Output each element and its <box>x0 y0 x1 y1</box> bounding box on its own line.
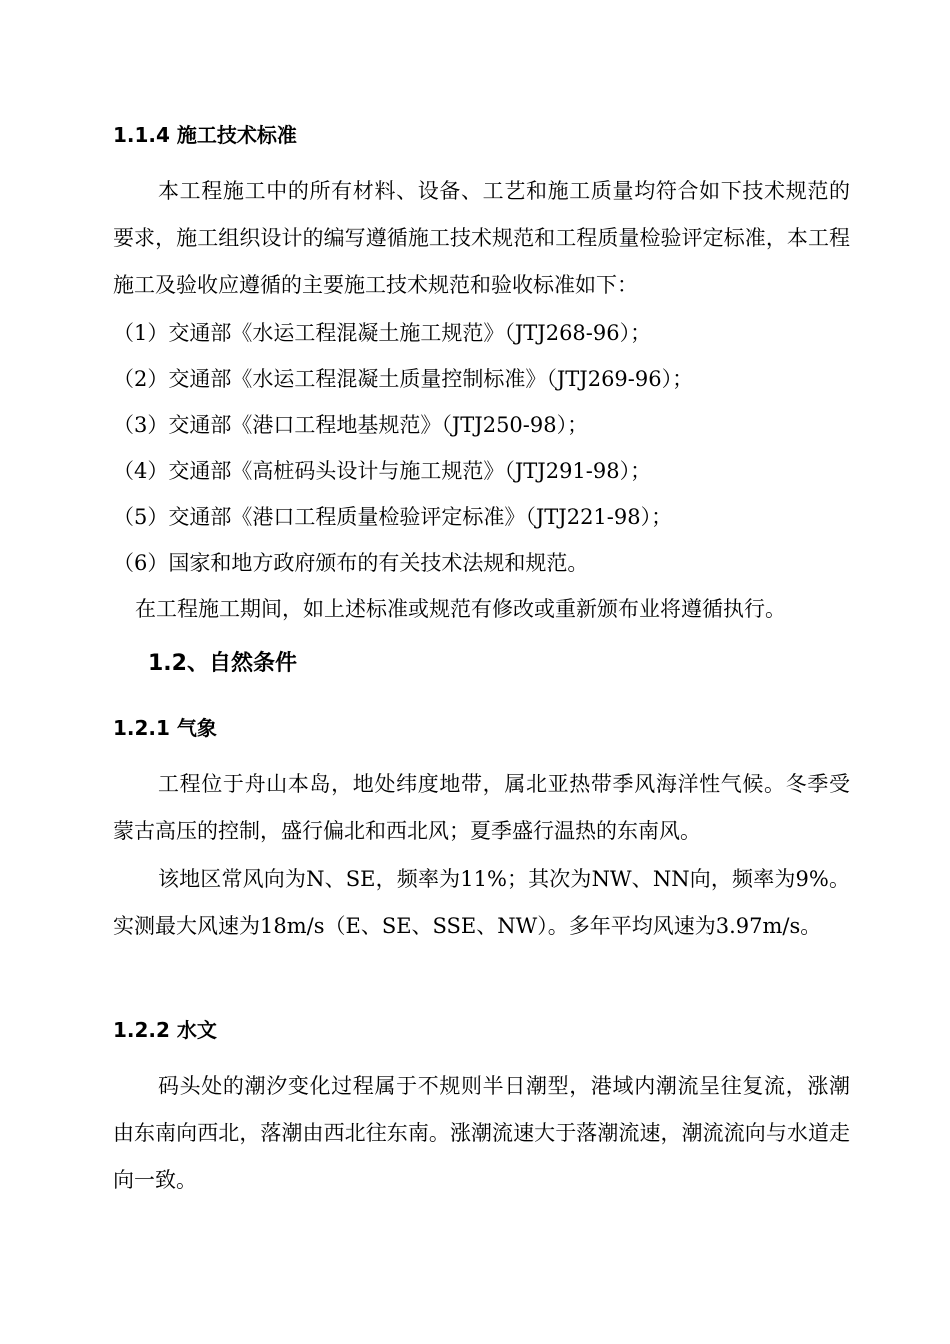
standards-intro-paragraph: 本工程施工中的所有材料、设备、工艺和施工质量均符合如下技术规范的要求，施工组织设计的编写遵循施工技术规范和工程质量检验评定标准，本工程施工及验收应遵循的主要施工技术规范和验收标准如下： <box>113 179 850 297</box>
standard-item-6: （6）国家和地方政府颁布的有关技术法规和规范。 <box>113 551 589 575</box>
section-heading-1-1-4: 1.1.4 施工技术标准 <box>113 123 297 147</box>
section-heading-1-2-1: 1.2.1 气象 <box>113 716 217 740</box>
section-heading-1-2: 1.2、自然条件 <box>148 651 297 676</box>
standard-item-3: （3）交通部《港口工程地基规范》（JTJ250-98）； <box>113 413 589 437</box>
standard-item-5: （5）交通部《港口工程质量检验评定标准》（JTJ221-98）； <box>113 505 673 529</box>
standard-item-4: （4）交通部《高桩码头设计与施工规范》（JTJ291-98）； <box>113 459 652 483</box>
hydrology-paragraph: 码头处的潮汐变化过程属于不规则半日潮型，港域内潮流呈往复流，涨潮由东南向西北，落潮由西北往东南。涨潮流速大于落潮流速，潮流流向与水道走向一致。 <box>113 1074 850 1192</box>
standards-note: 在工程施工期间，如上述标准或规范有修改或重新颁布业将遵循执行。 <box>135 597 786 621</box>
climate-paragraph-1: 工程位于舟山本岛，地处纬度地带，属北亚热带季风海洋性气候。冬季受蒙古高压的控制，盛行偏北和西北风；夏季盛行温热的东南风。 <box>113 772 850 843</box>
standard-item-2: （2）交通部《水运工程混凝土质量控制标准》（JTJ269-96）； <box>113 367 694 391</box>
section-heading-1-2-2: 1.2.2 水文 <box>113 1018 217 1042</box>
climate-paragraph-2: 该地区常风向为N、SE，频率为11%；其次为NW、NN向，频率为9%。实测最大风速为18m/s（E、SE、SSE、NW）。多年平均风速为3.97m/s。 <box>113 867 850 938</box>
standard-item-1: （1）交通部《水运工程混凝土施工规范》（JTJ268-96）； <box>113 321 652 345</box>
